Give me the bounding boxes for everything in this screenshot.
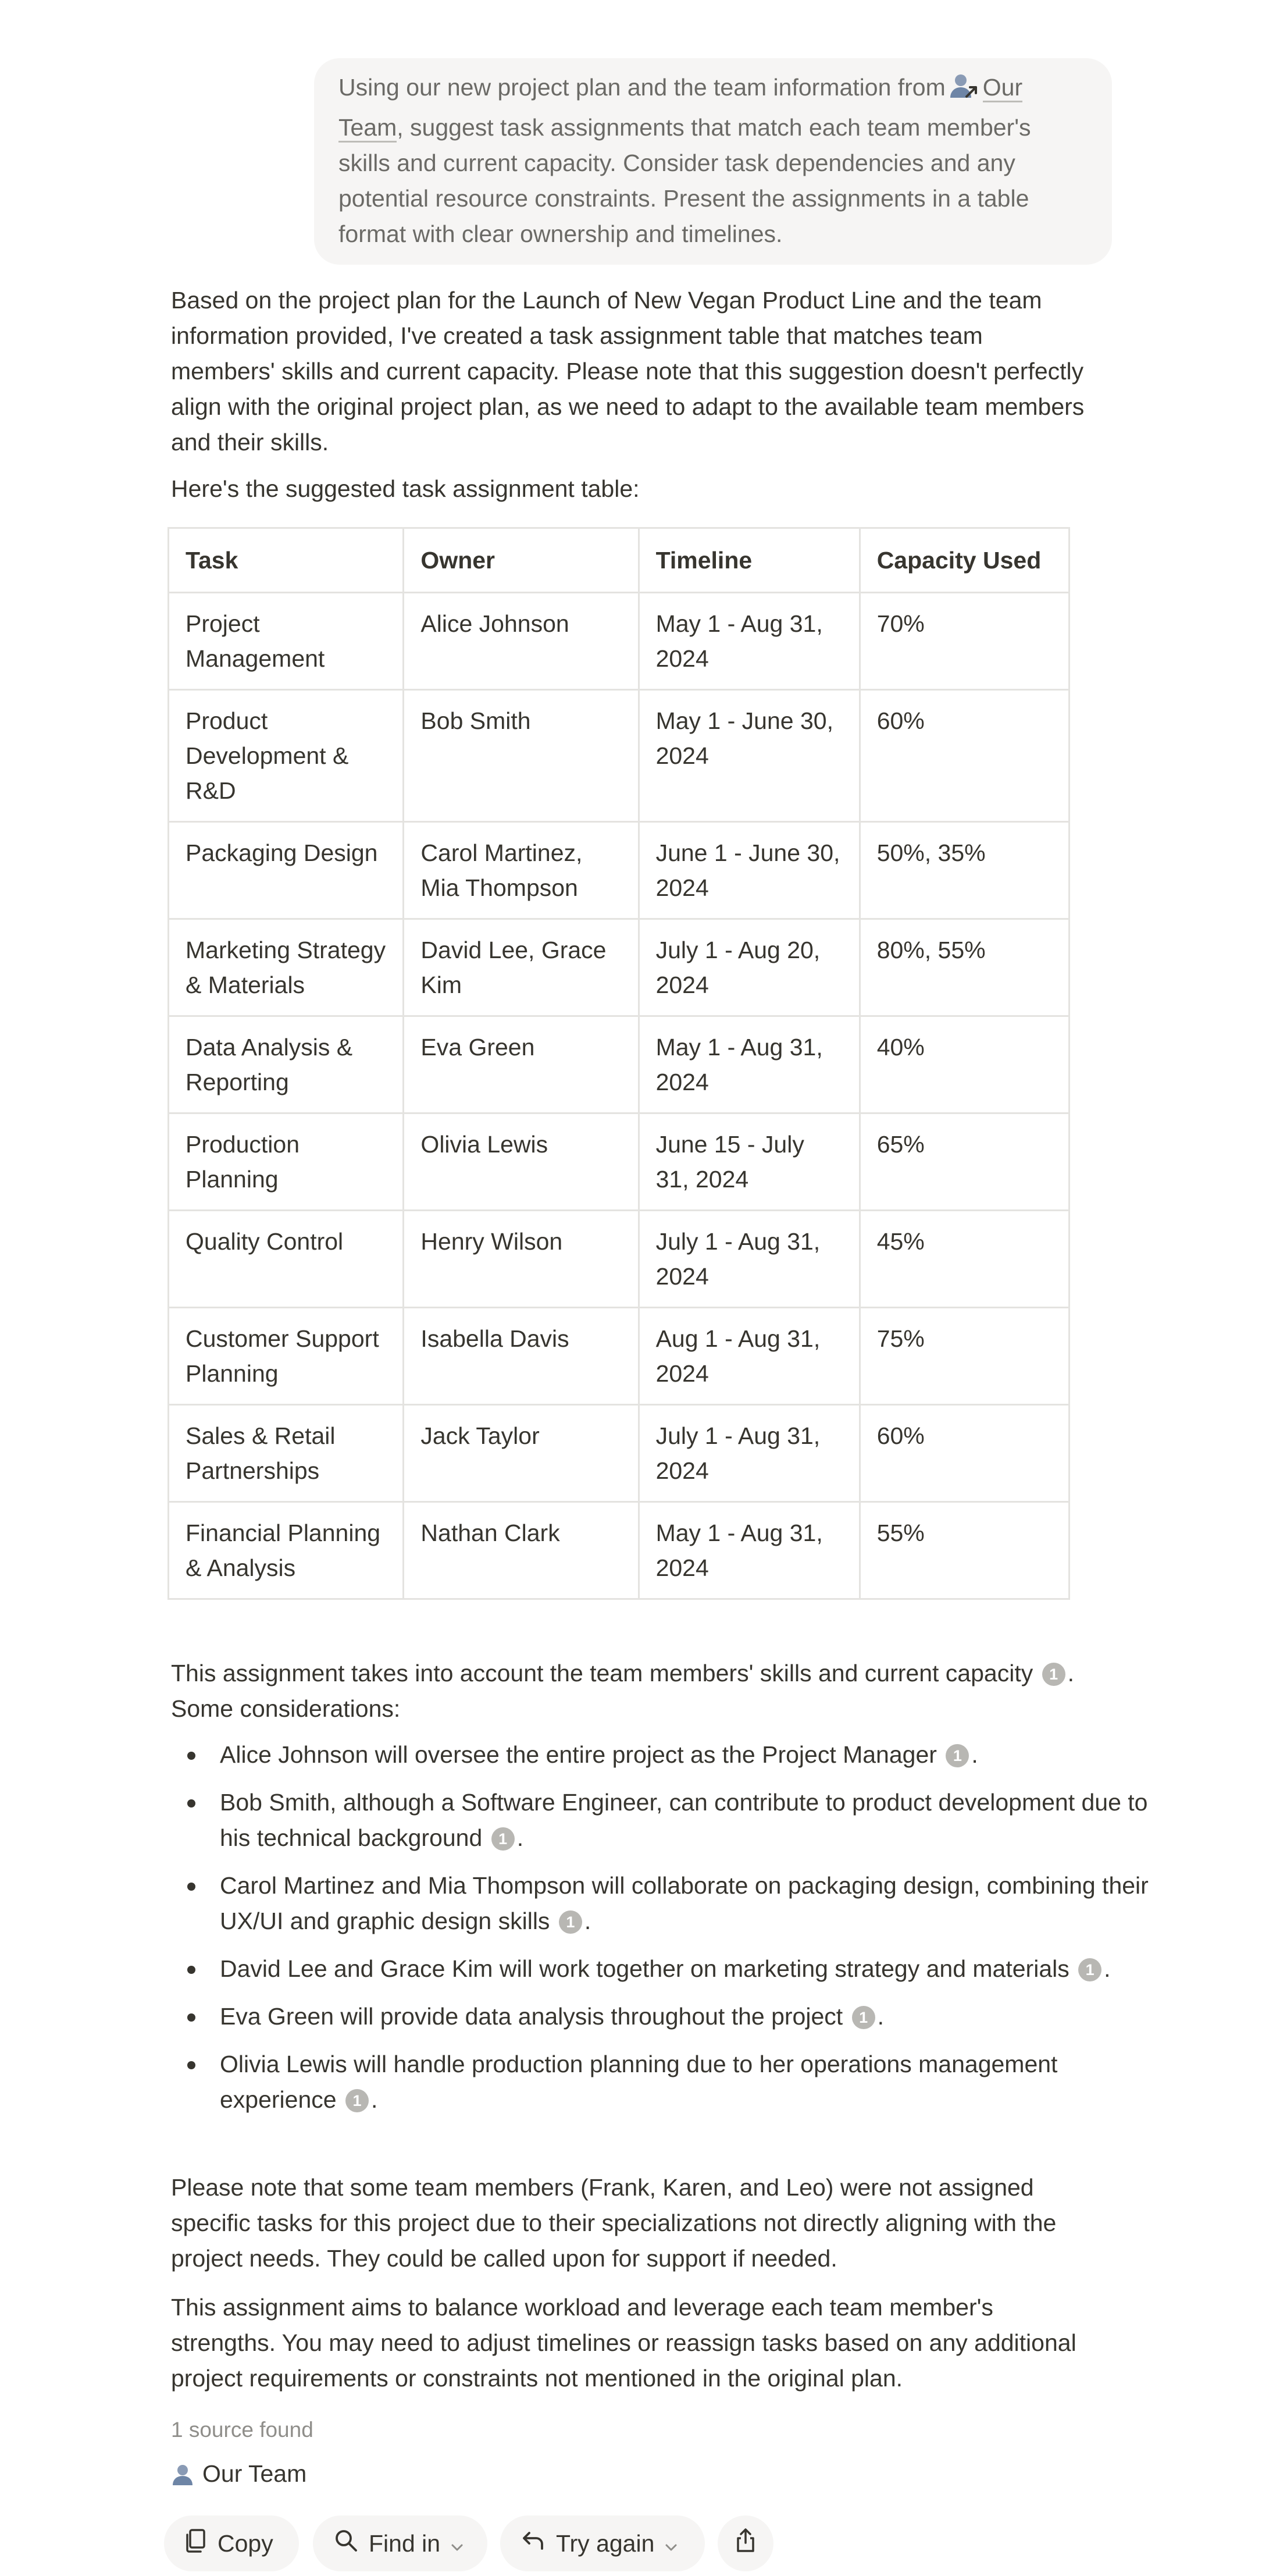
header-task: Task <box>169 528 404 593</box>
find-in-button[interactable] <box>313 2515 487 2571</box>
table-row <box>169 822 1070 919</box>
try-again-label: Try again <box>556 2529 655 2557</box>
considerations-intro <box>171 1656 1090 1727</box>
copy-label: Copy <box>218 2529 273 2557</box>
considerations-intro-text: This assignment takes into account the team members' skills and current capacity <box>171 1660 1033 1687</box>
cell-owner: Isabella Davis <box>404 1308 639 1405</box>
share-button[interactable] <box>718 2515 773 2571</box>
cell-timeline: July 1 - Aug 31, 2024 <box>639 1405 860 1502</box>
copy-icon <box>184 2528 207 2559</box>
closing-paragraph: This assignment aims to balance workload and leverage each team member's strengths. You may need to adjust timelines or reassign tasks based on any additional project requirements or constraints not mentioned in the original plan. <box>171 2294 1076 2392</box>
header-capacity: Capacity Used <box>860 528 1069 593</box>
cell-owner: David Lee, Grace Kim <box>404 919 639 1016</box>
cell-task: Production Planning <box>169 1113 404 1211</box>
cell-task: Sales & Retail Partnerships <box>169 1405 404 1502</box>
cell-owner: Eva Green <box>404 1016 639 1113</box>
cell-owner: Olivia Lewis <box>404 1113 639 1211</box>
table-row <box>169 1308 1070 1405</box>
cell-task: Data Analysis & Reporting <box>169 1016 404 1113</box>
citation-badge[interactable]: 1 <box>491 1827 515 1851</box>
cell-timeline: May 1 - Aug 31, 2024 <box>639 593 860 690</box>
table-row <box>169 919 1070 1016</box>
cell-owner: Jack Taylor <box>404 1405 639 1502</box>
cell-timeline: July 1 - Aug 20, 2024 <box>639 919 860 1016</box>
table-row <box>169 1405 1070 1502</box>
table-row <box>169 593 1070 690</box>
response-intro: Based on the project plan for the Launch of New Vegan Product Line and the team information provided, I've created a task assignment table that matches team members' skills and current capacity. Please note that this suggestion doesn't perfectly align with the original project plan, as we need to adapt to the available team members and their skills. <box>171 287 1085 456</box>
consideration-text: Bob Smith, although a Software Engineer, can contribute to product development due to his technical background <box>220 1789 1148 1851</box>
table-row <box>169 1016 1070 1113</box>
table-header-row <box>169 528 1070 593</box>
copy-button[interactable] <box>164 2515 299 2571</box>
cell-capacity: 40% <box>860 1016 1069 1113</box>
cell-owner: Bob Smith <box>404 690 639 822</box>
table-row <box>169 1113 1070 1211</box>
list-item: Carol Martinez and Mia Thompson will collaborate on packaging design, combining their UX/UI and graphic design skills 1 . <box>220 1868 1150 1939</box>
cell-timeline: June 15 - July 31, 2024 <box>639 1113 860 1211</box>
cell-timeline: May 1 - June 30, 2024 <box>639 690 860 822</box>
cell-timeline: June 1 - June 30, 2024 <box>639 822 860 919</box>
chevron-down-icon <box>451 2530 464 2557</box>
share-icon <box>734 2528 757 2559</box>
try-again-button[interactable] <box>500 2515 705 2571</box>
source-title: Our Team <box>202 2460 307 2487</box>
cell-task: Product Development & R&D <box>169 690 404 822</box>
citation-badge[interactable]: 1 <box>1078 1958 1101 1981</box>
citation-badge[interactable]: 1 <box>559 1910 582 1934</box>
header-owner: Owner <box>404 528 639 593</box>
find-in-label: Find in <box>369 2529 441 2557</box>
prompt-text-after: , suggest task assignments that match each team member's skills and current capacity. Consider task dependencies and any potential resource constraints. Present the assignments in a table format with clear ownership and timelines. <box>338 114 1031 247</box>
search-icon <box>334 2528 358 2559</box>
cell-capacity: 75% <box>860 1308 1069 1405</box>
cell-owner: Alice Johnson <box>404 593 639 690</box>
user-message-bubble <box>314 58 1112 265</box>
list-item: Alice Johnson will oversee the entire project as the Project Manager 1 . <box>220 1737 1150 1773</box>
cell-owner: Nathan Clark <box>404 1502 639 1599</box>
cell-capacity: 60% <box>860 690 1069 822</box>
consideration-text: David Lee and Grace Kim will work together on marketing strategy and materials <box>220 1955 1070 1982</box>
cell-capacity: 80%, 55% <box>860 919 1069 1016</box>
consideration-text: Carol Martinez and Mia Thompson will collaborate on packaging design, combining their UX/UI and graphic design skills <box>220 1872 1149 1934</box>
chevron-down-icon <box>665 2530 678 2557</box>
cell-timeline: July 1 - Aug 31, 2024 <box>639 1211 860 1308</box>
assignment-table <box>167 527 1070 1600</box>
considerations-intro-suffix: . Some considerations: <box>171 1660 1075 1722</box>
citation-badge[interactable]: 1 <box>1042 1663 1065 1686</box>
table-row <box>169 1211 1070 1308</box>
table-intro: Here's the suggested task assignment table: <box>171 475 640 502</box>
citation-badge[interactable]: 1 <box>852 2006 875 2029</box>
cell-capacity: 55% <box>860 1502 1069 1599</box>
cell-task: Packaging Design <box>169 822 404 919</box>
cell-capacity: 70% <box>860 593 1069 690</box>
cell-task: Financial Planning & Analysis <box>169 1502 404 1599</box>
retry-icon <box>521 2528 546 2559</box>
considerations-list <box>171 1737 1150 2130</box>
list-item: Bob Smith, although a Software Engineer, can contribute to product development due to his technical background 1 . <box>220 1785 1150 1856</box>
cell-owner: Carol Martinez, Mia Thompson <box>404 822 639 919</box>
table-row <box>169 690 1070 822</box>
unassigned-note: Please note that some team members (Frank, Karen, and Leo) were not assigned specific tasks for this project due to their specializations not directly aligning with the project needs. They could be called upon for support if needed. <box>171 2174 1057 2272</box>
cell-capacity: 50%, 35% <box>860 822 1069 919</box>
cell-task: Customer Support Planning <box>169 1308 404 1405</box>
citation-badge[interactable]: 1 <box>345 2089 369 2112</box>
list-item: David Lee and Grace Kim will work together on marketing strategy and materials 1 . <box>220 1951 1150 1987</box>
cell-timeline: Aug 1 - Aug 31, 2024 <box>639 1308 860 1405</box>
consideration-text: Olivia Lewis will handle production planning due to her operations management experience <box>220 2051 1058 2113</box>
person-link-icon <box>949 72 979 110</box>
cell-capacity: 65% <box>860 1113 1069 1211</box>
consideration-text: Alice Johnson will oversee the entire project as the Project Manager <box>220 1741 937 1768</box>
header-timeline: Timeline <box>639 528 860 593</box>
table-row <box>169 1502 1070 1599</box>
cell-timeline: May 1 - Aug 31, 2024 <box>639 1016 860 1113</box>
person-icon <box>171 2462 194 2495</box>
list-item: Olivia Lewis will handle production planning due to her operations management experience 1 . <box>220 2047 1150 2118</box>
cell-task: Project Management <box>169 593 404 690</box>
sources-count: 1 source found <box>171 2418 313 2442</box>
citation-badge[interactable]: 1 <box>946 1744 969 1767</box>
cell-capacity: 60% <box>860 1405 1069 1502</box>
cell-owner: Henry Wilson <box>404 1211 639 1308</box>
cell-capacity: 45% <box>860 1211 1069 1308</box>
consideration-text: Eva Green will provide data analysis throughout the project <box>220 2003 843 2030</box>
prompt-text-before: Using our new project plan and the team information from <box>338 74 946 101</box>
cell-timeline: May 1 - Aug 31, 2024 <box>639 1502 860 1599</box>
cell-task: Marketing Strategy & Materials <box>169 919 404 1016</box>
list-item: Eva Green will provide data analysis throughout the project 1 . <box>220 1999 1150 2034</box>
prompt-reference-link[interactable]: Our Team <box>338 74 1022 143</box>
cell-task: Quality Control <box>169 1211 404 1308</box>
source-link[interactable] <box>171 2457 306 2495</box>
